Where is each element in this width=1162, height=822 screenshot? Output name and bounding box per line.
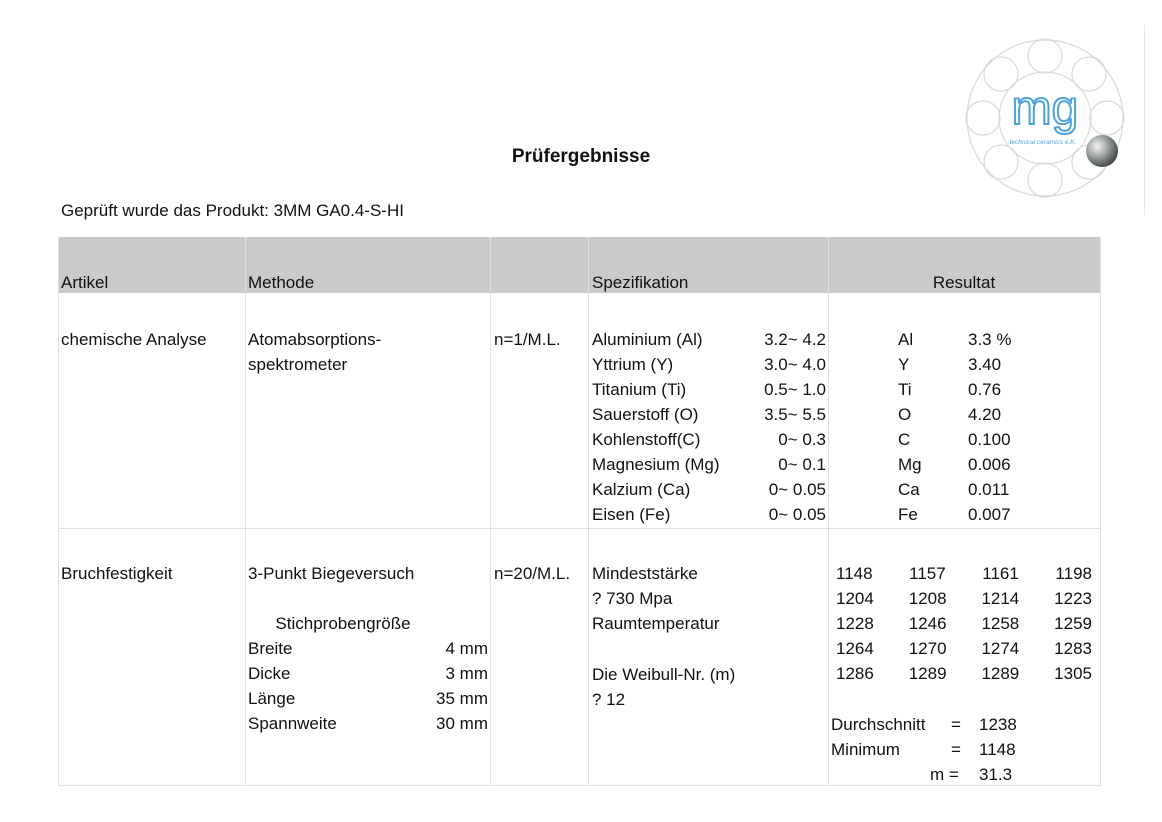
spec-range: 3.5~ 5.5 — [764, 405, 826, 424]
result-value: 0.007 — [968, 505, 1011, 524]
value-cell: 1204 — [836, 589, 874, 608]
table-row-line — [58, 528, 1101, 529]
logo-subtitle: technical ceramics e.K. — [1009, 139, 1077, 146]
bruch-artikel: Bruchfestigkeit — [61, 564, 173, 583]
value-cell: 1246 — [908, 614, 947, 633]
dim-label: Länge — [248, 689, 296, 708]
value-cell: 1161 — [982, 564, 1019, 583]
value-cell: 1270 — [908, 639, 947, 658]
result-value: 0.006 — [968, 455, 1011, 474]
table-col-line — [245, 237, 246, 786]
bruch-dims — [248, 636, 488, 736]
header-spezifikation: Spezifikation — [592, 273, 689, 292]
result-element: Al — [898, 330, 914, 349]
min-equals: = — [951, 740, 961, 759]
product-line: Geprüft wurde das Produkt: 3MM GA0.4-S-HI — [61, 201, 404, 220]
dim-row — [248, 711, 488, 736]
bruch-spec-line4: Die Weibull-Nr. (m) — [592, 665, 736, 684]
value-cell: 1289 — [981, 664, 1020, 683]
spec-range: 0~ 0.3 — [778, 430, 826, 449]
spec-row — [592, 477, 826, 502]
table-col-line — [588, 237, 589, 786]
table-col-line — [490, 237, 491, 786]
spec-name: Yttrium (Y) — [592, 355, 674, 374]
spec-range: 3.2~ 4.2 — [764, 330, 826, 349]
min-value: 1148 — [979, 740, 1016, 759]
spec-range: 0~ 0.1 — [778, 455, 826, 474]
bruch-stichprobe: Stichprobengröße — [275, 614, 411, 633]
page-title: Prüfergebnisse — [511, 146, 651, 167]
header-methode: Methode — [248, 273, 315, 292]
ceramic-ball-icon — [1086, 135, 1118, 167]
bruch-spec-line5: ? 12 — [592, 690, 626, 709]
result-row — [898, 502, 1038, 527]
value-cell: 1157 — [909, 564, 946, 583]
value-cell: 1214 — [981, 589, 1020, 608]
spec-row — [592, 502, 826, 527]
spec-range: 3.0~ 4.0 — [764, 355, 826, 374]
value-cell: 1223 — [1054, 589, 1092, 608]
result-value: 0.100 — [968, 430, 1011, 449]
spec-name: Magnesium (Mg) — [592, 455, 720, 474]
header-resultat: Resultat — [932, 273, 996, 292]
table-col-line — [828, 237, 829, 786]
result-row — [898, 477, 1038, 502]
company-logo — [965, 38, 1125, 198]
value-cell: 1198 — [1055, 564, 1092, 583]
chem-sample-size: n=1/M.L. — [494, 330, 561, 349]
value-cell: 1228 — [836, 614, 874, 633]
spec-row — [592, 402, 826, 427]
value-cell: 1148 — [836, 564, 873, 583]
result-value: 3.3 % — [968, 330, 1012, 349]
spec-name: Kalzium (Ca) — [592, 480, 691, 499]
weibull-value: 31.3 — [979, 765, 1013, 784]
result-row — [898, 427, 1038, 452]
right-edge-line — [1144, 25, 1145, 215]
value-cell: 1305 — [1054, 664, 1092, 683]
result-row — [898, 327, 1038, 352]
value-cell: 1208 — [908, 589, 947, 608]
dim-label: Spannweite — [248, 714, 337, 733]
value-cell: 1264 — [836, 639, 874, 658]
dim-value: 35 mm — [436, 689, 488, 708]
result-element: Ti — [898, 380, 912, 399]
spec-row — [592, 377, 826, 402]
chem-result-list — [898, 327, 1038, 527]
result-value: 3.40 — [968, 355, 1002, 374]
dim-row — [248, 636, 488, 661]
chem-methode-line2: spektrometer — [248, 355, 348, 374]
spec-name: Sauerstoff (O) — [592, 405, 699, 424]
spec-name: Eisen (Fe) — [592, 505, 671, 524]
table-col-line — [1100, 237, 1101, 786]
spec-row — [592, 352, 826, 377]
chem-artikel: chemische Analyse — [61, 330, 207, 349]
dim-value: 3 mm — [445, 664, 488, 683]
result-value: 4.20 — [968, 405, 1002, 424]
bruch-spec-line3: Raumtemperatur — [592, 614, 720, 633]
spec-row — [592, 327, 826, 352]
dim-value: 30 mm — [436, 714, 488, 733]
spec-name: Aluminium (Al) — [592, 330, 703, 349]
result-element: Mg — [898, 455, 922, 474]
value-row — [836, 586, 1092, 611]
spec-range: 0.5~ 1.0 — [764, 380, 826, 399]
bruch-spec-line1: Mindeststärke — [592, 564, 698, 583]
result-element: Y — [898, 355, 910, 374]
result-element: C — [898, 430, 911, 449]
weibull-label: m = — [930, 765, 959, 784]
value-row — [836, 661, 1092, 686]
spec-name: Titanium (Ti) — [592, 380, 687, 399]
chem-methode-line1: Atomabsorptions- — [248, 330, 382, 349]
logo-mark: mg — [1011, 82, 1079, 135]
result-value: 0.011 — [968, 480, 1010, 499]
value-row — [836, 611, 1092, 636]
value-row — [836, 561, 1092, 586]
result-row — [898, 452, 1038, 477]
result-element: O — [898, 405, 912, 424]
result-row — [898, 377, 1038, 402]
header-artikel: Artikel — [61, 273, 109, 292]
spec-range: 0~ 0.05 — [768, 480, 826, 499]
bruch-sample-size: n=20/M.L. — [494, 564, 571, 583]
result-row — [898, 352, 1038, 377]
result-value: 0.76 — [968, 380, 1002, 399]
result-element: Ca — [898, 480, 920, 499]
table-col-line — [58, 237, 59, 786]
avg-equals: = — [951, 715, 961, 734]
spec-name: Kohlenstoff(C) — [592, 430, 701, 449]
spec-row — [592, 427, 826, 452]
value-cell: 1289 — [908, 664, 947, 683]
min-label: Minimum — [831, 740, 900, 759]
result-element: Fe — [898, 505, 918, 524]
bruch-spec-line2: ? 730 Mpa — [592, 589, 673, 608]
spec-row — [592, 452, 826, 477]
dim-value: 4 mm — [445, 639, 488, 658]
dim-label: Breite — [248, 639, 293, 658]
value-cell: 1286 — [836, 664, 874, 683]
avg-label: Durchschnitt — [831, 715, 926, 734]
strength-values — [836, 561, 1092, 686]
bruch-methode: 3-Punkt Biegeversuch — [248, 564, 415, 583]
chem-spec-list — [592, 327, 826, 527]
avg-value: 1238 — [979, 715, 1017, 734]
spec-range: 0~ 0.05 — [768, 505, 826, 524]
value-cell: 1274 — [981, 639, 1020, 658]
dim-row — [248, 686, 488, 711]
value-cell: 1258 — [981, 614, 1020, 633]
dim-label: Dicke — [248, 664, 291, 683]
dim-row — [248, 661, 488, 686]
value-cell: 1259 — [1054, 614, 1092, 633]
result-row — [898, 402, 1038, 427]
value-row — [836, 636, 1092, 661]
value-cell: 1283 — [1054, 639, 1092, 658]
